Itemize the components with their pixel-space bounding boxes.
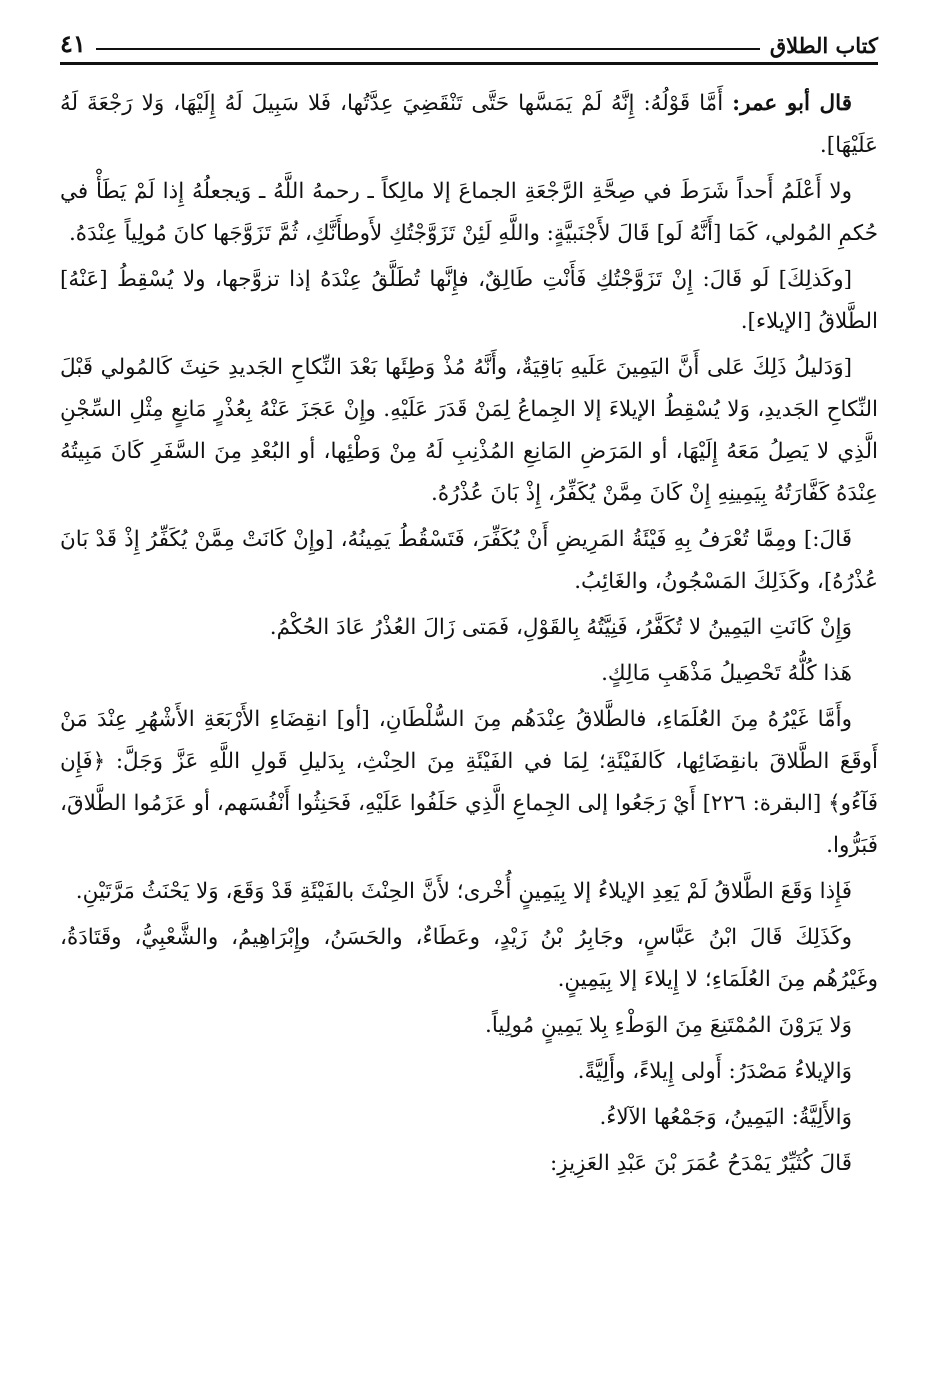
paragraph-text: فَإِذا وَقَعَ الطَّلاقُ لَمْ يَعِدِ الإيلاءُ إلا بِيَمِينٍ أُخْرى؛ لأَنَّ الحِنْثَ بالفَيْئَةِ قَدْ وَقَعَ، وَلا يَحْنَثُ مَرَّتَيْنِ. [75, 879, 852, 904]
paragraph [60, 917, 878, 1001]
paragraph [60, 1051, 878, 1093]
book-title: كتاب الطلاق [769, 33, 878, 58]
book-page [60, 22, 878, 1372]
paragraph [60, 653, 878, 695]
paragraph [60, 1097, 878, 1139]
paragraph [60, 83, 878, 167]
paragraph [60, 259, 878, 343]
header-divider-line [96, 48, 760, 50]
paragraph-text: [وكَذلِكَ] لَو قَالَ: إِنْ تَزَوَّجْتُكِ فَأَنْتِ طَالِقٌ، فإِنَّها تُطَلَّقُ عِنْدَهُ إذا تزوَّجها، ولا يُسْقِطُ [عَنْهُ] الطَّلاقُ [الإيلاء]. [60, 267, 878, 334]
paragraph [60, 519, 878, 603]
page-number: ٤١ [60, 29, 86, 58]
paragraph-text: [وَدَليلُ ذَلِكَ عَلى أَنَّ اليَمِينَ عَلَيهِ بَاقِيَةٌ، وأَنَّهُ مُذْ وَطِئَها بَعْدَ النِّكاحِ الجَديدِ حَنِثَ كَالمُولي قَبْلَ النِّكاحِ الجَديدِ، وَلا يُسْقِطُ الإيلاءَ إلا الجِماعُ لِمَنْ قَدَرَ عَلَيْهِ. وإِنْ عَجَزَ عَنْهُ بِعُذْرٍ مَانِعٍ مِثْلِ السِّجْنِ الَّذِي لا يَصِلُ مَعَهُ إِلَيْهَا، أو المَرَضِ المَانِعِ المُذْنِبِ لَهُ مِنْ وَطْئِها، أو البُعْدِ مِنَ السَّفَرِ كَانَ مَبِيتُهُ عِنْدَهُ كَفَّارَتُهُ بِيَمِينِهِ إِنْ كَانَ مِمَّنْ يُكَفِّرُ، إِذْ بَانَ عُذْرُهُ. [60, 355, 878, 506]
header-rule [60, 62, 878, 65]
page-body [60, 83, 878, 1185]
paragraph [60, 1005, 878, 1047]
paragraph-text: قَالَ:] ومِمَّا تُعْرَفُ بِهِ فَيْئَةُ المَرِيضِ أَنْ يُكَفِّرَ، فَتَسْقُطُ يَمِينُهُ، [وإِنْ كَانَتْ مِمَّنْ يُكَفِّرُ إِذْ قَدْ بَانَ عُذْرُهُ]، وكَذَلِكَ المَسْجُونُ، والغَائِبُ. [60, 527, 878, 594]
paragraph-text: وَالأَلِيَّةُ: اليَمِينُ، وَجَمْعُها الآلاءُ. [599, 1105, 852, 1130]
speaker-label: قال أبو عمر: [732, 91, 852, 116]
paragraph [60, 607, 878, 649]
paragraph-text: قَالَ كُثَيِّرٌ يَمْدَحُ عُمَرَ بْنَ عَبْدِ العَزِيزِ: [549, 1151, 852, 1176]
paragraph-text: هَذا كُلُّهُ تَحْصِيلُ مَذْهَبِ مَالِكٍ. [601, 661, 852, 686]
paragraph [60, 1143, 878, 1185]
paragraph [60, 871, 878, 913]
paragraph-text: ولا أَعْلَمُ أَحداً شَرَطَ في صِحَّةِ الرَّجْعَةِ الجماعَ إلا مالِكاً ـ رحمهُ اللَّهُ ـ وَيجعلُهُ إِذا لَمْ يَطَأْ في حُكمِ المُولي، كَمَا [أَنَّهُ لَو] قَالَ لأَجْنَبيَّةٍ: واللَّهِ لَئِنْ تَزَوَّجْتُكِ لأَوطأَنَّكِ، ثُمَّ تَزَوَّجَها كانَ مُولِياً عِنْدَهُ. [60, 179, 878, 246]
running-header [60, 22, 878, 56]
paragraph [60, 347, 878, 515]
paragraph [60, 699, 878, 867]
paragraph [60, 171, 878, 255]
paragraph-text: أَمَّا قَوْلُهُ: إِنَّهُ لَمْ يَمَسَّها حَتَّى تَنْقَضِيَ عِدَّتُها، فَلا سَبِيلَ لَهُ إِلَيْهَا، وَلا رَجْعَةَ لَهُ عَلَيْهَا]. [60, 91, 878, 158]
paragraph-text: وَإِنْ كَانَتِ اليَمِينُ لا تُكَفَّرُ، فَنِيَّتُهُ بِالقَوْلِ، فَمَتى زَالَ العُذْرُ عَادَ الحُكْمُ. [269, 615, 852, 640]
paragraph-text: وأَمَّا غَيْرُهُ مِنَ العُلَمَاءِ، فالطَّلاقُ عِنْدَهُم مِنَ السُّلْطَانِ، [أو] انقِضَاءِ الأَرْبَعَةِ الأَشْهُرِ عِنْدَ مَنْ أَوقَعَ الطَّلاقَ بانقِضَائِها، كَالفَيْئَةِ؛ لِمَا في الفَيْئَةِ مِنَ الحِنْثِ، بِدَليلِ قَولِ اللَّهِ عَزَّ وَجَلَّ: ﴿فَإِن فَآءُو﴾ [البقرة: ٢٢٦] أَيْ رَجَعُوا إلى الجِماعِ الَّذِي حَلَفُوا عَلَيْهِ، فَحَنِثُوا أَنْفُسَهم، أو عَزَمُوا الطَّلاقَ، فَبَرُّوا. [60, 707, 879, 858]
paragraph-text: وكَذَلِكَ قَالَ ابْنُ عَبَّاسٍ، وجَابِرُ بْنُ زَيْدٍ، وعَطَاءٌ، والحَسَنُ، وإِبْرَاهِيمُ، والشَّعْبِيُّ، وقَتَادَةُ، وغَيْرُهُم مِنَ العُلَمَاءِ؛ لا إِيلاءَ إلا بِيَمِينٍ. [60, 925, 878, 992]
paragraph-text: وَلا يَرَوْنَ المُمْتَنِعَ مِنَ الوَطْءِ بِلا يَمِينٍ مُولِياً. [485, 1013, 852, 1038]
paragraph-text: وَالإيلاءُ مَصْدَرُ: أَولى إِيلاءً، وأَلِيَّةً. [577, 1059, 852, 1084]
